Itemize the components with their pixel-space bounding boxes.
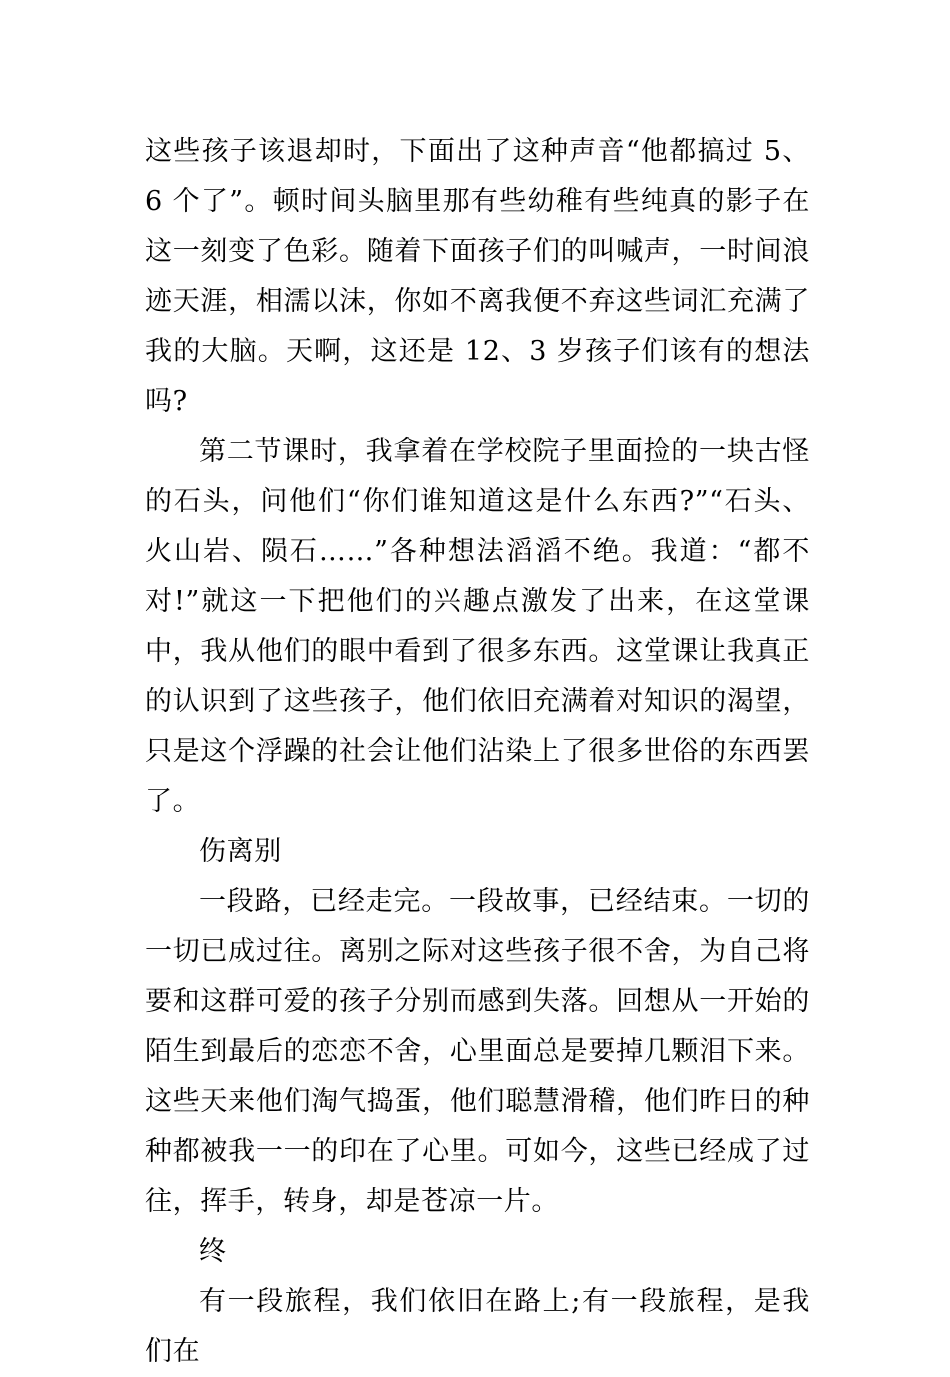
section-heading-end: 终 <box>199 1236 227 1267</box>
paragraph-2: 第二节课时，我拿着在学校院子里面捡的一块古怪的石头，问他们“你们谁知道这是什么东西?”“石头、火山岩、陨石……”各种想法滔滔不绝。我道：“都不对!”就这一下把他们的兴趣点激发了出来，在这堂课中，我从他们的眼中看到了很多东西。这堂课让我真正的认识到了这些孩子，他们依旧充满着对知识的渴望，只是这个浮躁的社会让他们沾染上了很多世俗的东西罢了。 <box>145 436 810 817</box>
paragraph-3: 一段路，已经走完。一段故事，已经结束。一切的一切已成过往。离别之际对这些孩子很不舍，为自己将要和这群可爱的孩子分别而感到失落。回想从一开始的陌生到最后的恋恋不舍，心里面总是要掉几颗泪下来。这些天来他们淘气捣蛋，他们聪慧滑稽，他们昨日的种种都被我一一的印在了心里。可如今，这些已经成了过往，挥手，转身，却是苍凉一片。 <box>145 886 810 1217</box>
paragraph-4: 有一段旅程，我们依旧在路上;有一段旅程，是我们在 <box>145 1286 810 1367</box>
paragraph-1: 这些孩子该退却时，下面出了这种声音“他都搞过 5、6 个了”。顿时间头脑里那有些幼稚有些纯真的影子在这一刻变了色彩。随着下面孩子们的叫喊声，一时间浪迹天涯，相濡以沫，你如不离我便不弃这些词汇充满了我的大脑。天啊，这还是 12、3 岁孩子们该有的想法吗? <box>145 136 810 417</box>
document-body <box>145 127 810 1377</box>
section-heading-farewell: 伤离别 <box>199 836 282 867</box>
